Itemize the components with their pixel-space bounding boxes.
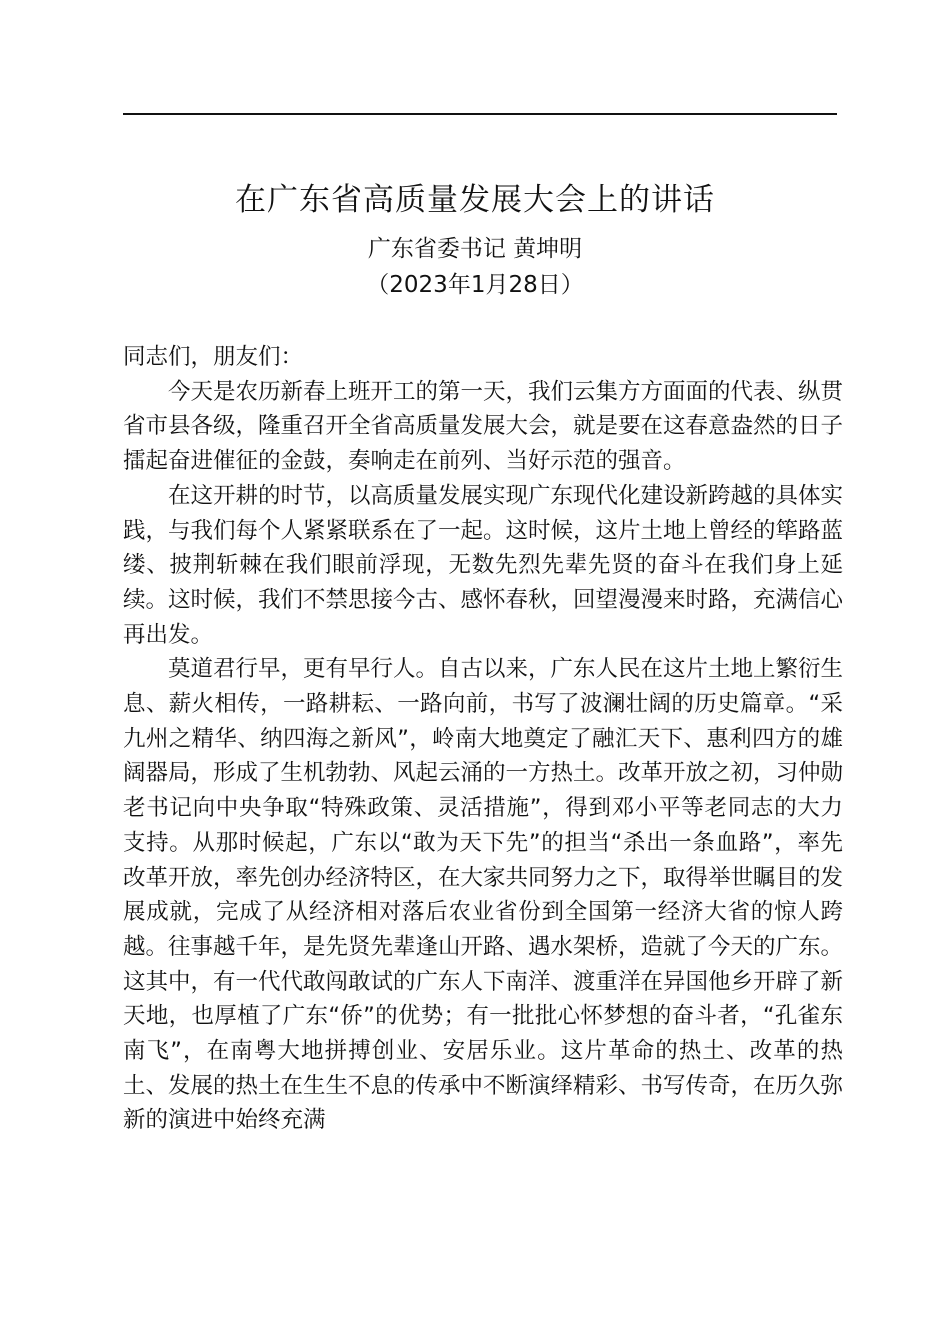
header-rule xyxy=(123,113,837,115)
salutation: 同志们，朋友们： xyxy=(123,344,304,370)
author-line: 广东省委书记 黄坤明 xyxy=(367,236,583,262)
paragraph: 莫道君行早，更有早行人。自古以来，广东人民在这片土地上繁衍生息、薪火相传，一路耕耘、一路向前，书写了波澜壮阔的历史篇章。“采九州之精华、纳四海之新风”，岭南大地奠定了融汇天下、惠利四方的雄阔器局，形成了生机勃勃、风起云涌的一方热土。改革开放之初，习仲勋老书记向中央争取“特殊政策、灵活措施”，得到邓小平等老同志的大力支持。从那时候起，广东以“敢为天下先”的担当“杀出一条血路”，率先改革开放，率先创办经济特区，在大家共同努力之下，取得举世瞩目的发展成就，完成了从经济相对落后农业省份到全国第一经济大省的惊人跨越。往事越千年，是先贤先辈逢山开路、遇水架桥，造就了今天的广东。这其中，有一代代敢闯敢试的广东人下南洋、渡重洋在异国他乡开辟了新天地，也厚植了广东“侨”的优势；有一批批心怀梦想的奋斗者，“孔雀东南飞”，在南粤大地拼搏创业、安居乐业。这片革命的热土、改革的热土、发展的热土在生生不息的传承中不断演绎精彩、书写传奇，在历久弥新的演进中始终充满 xyxy=(123,656,844,1134)
paragraph: 今天是农历新春上班开工的第一天，我们云集方方面面的代表、纵贯省市县各级，隆重召开全省高质量发展大会，就是要在这春意盎然的日子擂起奋进催征的金鼓，奏响走在前列、当好示范的强音。 xyxy=(123,378,844,475)
page-title: 在广东省高质量发展大会上的讲话 xyxy=(235,182,715,218)
date-line: （2023年1月28日） xyxy=(366,272,584,298)
paragraph: 在这开耕的时节，以高质量发展实现广东现代化建设新跨越的具体实践，与我们每个人紧紧联系在了一起。这时候，这片土地上曾经的筚路蓝缕、披荆斩棘在我们眼前浮现，无数先烈先辈先贤的奋斗在我们身上延续。这时候，我们不禁思接今古、感怀春秋，回望漫漫来时路，充满信心再出发。 xyxy=(123,482,844,648)
speech-body xyxy=(123,340,843,1138)
